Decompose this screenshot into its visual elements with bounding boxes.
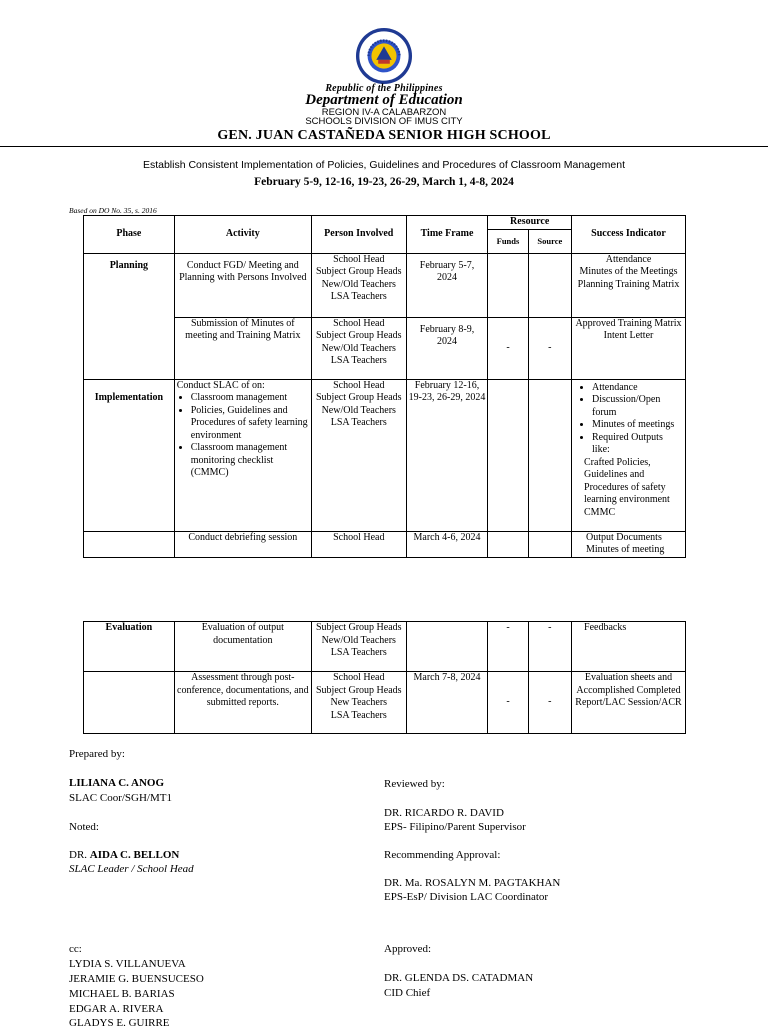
- phase-evaluation: Evaluation: [84, 622, 175, 672]
- phase-empty: [84, 531, 175, 557]
- person-cell: School Head: [311, 531, 406, 557]
- table-row: [84, 379, 686, 531]
- time-cell: [406, 622, 488, 672]
- funds-cell: [488, 253, 528, 317]
- list-item: • Required Outputs like:: [592, 432, 683, 457]
- source-cell: [528, 379, 571, 531]
- cc-item: GLADYS E. GUIRRE: [69, 1017, 170, 1029]
- approved-name: DR. GLENDA DS. CATADMAN: [384, 972, 534, 984]
- list-item: • Attendance: [592, 382, 683, 395]
- noted-prefix: DR.: [69, 849, 88, 861]
- slac-topic-list: [177, 392, 309, 480]
- prepared-label: Prepared by:: [69, 748, 125, 760]
- reviewed-label: Reviewed by:: [384, 778, 445, 790]
- approved-label: Approved:: [384, 943, 432, 955]
- cc-item: MICHAEL B. BARIAS: [69, 988, 175, 1000]
- division-line: SCHOOLS DIVISION OF IMUS CITY: [305, 116, 463, 127]
- header-funds: Funds: [488, 229, 528, 253]
- activity-cell: Submission of Minutes of meeting and Training Matrix: [174, 317, 311, 379]
- time-cell: February 12-16, 19-23, 26-29, 2024: [406, 379, 488, 531]
- table-row: [84, 253, 686, 317]
- funds-cell: [488, 379, 528, 531]
- header-resource: Resource: [488, 216, 572, 230]
- region-line: REGION IV-A CALABARZON: [321, 107, 447, 118]
- source-cell: -: [528, 672, 571, 734]
- activity-cell: Assessment through post-conference, documentations, and submitted reports.: [174, 672, 311, 734]
- funds-cell: -: [488, 622, 528, 672]
- cc-item: EDGAR A. RIVERA: [69, 1003, 164, 1015]
- indicator-cell: Approved Training Matrix Intent Letter: [572, 317, 686, 379]
- header-time: Time Frame: [406, 216, 488, 254]
- funds-cell: -: [488, 672, 528, 734]
- indicator-outputs: Crafted Policies, Guidelines and Procedures of safety learning environment CMMC: [584, 456, 670, 518]
- list-item: • Policies, Guidelines and Procedures of safety learning environment: [191, 405, 309, 443]
- header-source: Source: [528, 229, 571, 253]
- time-cell: February 5-7, 2024: [419, 259, 475, 283]
- reviewed-name: DR. RICARDO R. DAVID: [384, 807, 504, 819]
- approved-title: CID Chief: [384, 987, 431, 999]
- recommending-label: Recommending Approval:: [384, 849, 501, 861]
- document-title: Establish Consistent Implementation of Policies, Guidelines and Procedures of Classroom Management: [142, 159, 626, 171]
- deped-seal-icon: [355, 27, 413, 85]
- phase-empty: [84, 672, 175, 734]
- noted-name: [69, 848, 179, 862]
- department-name: Department of Education: [305, 92, 463, 108]
- phase-planning: Planning: [84, 253, 175, 379]
- cc-label: cc:: [69, 943, 82, 955]
- noted-label: Noted:: [69, 821, 99, 833]
- person-cell: School Head Subject Group Heads New Teachers LSA Teachers: [311, 672, 406, 734]
- cc-item: LYDIA S. VILLANUEVA: [69, 958, 186, 970]
- noted-name-text: AIDA C. BELLON: [89, 849, 180, 861]
- person-cell: School Head Subject Group Heads New/Old Teachers LSA Teachers: [311, 317, 406, 379]
- letterhead: [0, 0, 768, 148]
- list-item: • Classroom management: [191, 392, 309, 405]
- time-cell: March 4-6, 2024: [406, 531, 488, 557]
- plan-table: [83, 215, 686, 558]
- list-item: • Classroom management monitoring checklist (CMMC): [191, 442, 309, 480]
- evaluation-table: [83, 621, 686, 734]
- indicator-cell: Output Documents Minutes of meeting: [572, 531, 686, 557]
- person-cell: Subject Group Heads New/Old Teachers LSA Teachers: [311, 622, 406, 672]
- recommending-title: EPS-EsP/ Division LAC Coordinator: [384, 891, 549, 903]
- table-row: [84, 672, 686, 734]
- prepared-title: SLAC Coor/SGH/MT1: [69, 792, 172, 804]
- activity-cell: Evaluation of output documentation: [174, 622, 311, 672]
- person-cell: School Head Subject Group Heads New/Old Teachers LSA Teachers: [311, 379, 406, 531]
- school-name: GEN. JUAN CASTAÑEDA SENIOR HIGH SCHOOL: [217, 128, 551, 143]
- indicator-cell: Evaluation sheets and Accomplished Completed Report/LAC Session/ACR: [572, 672, 686, 734]
- reviewed-title: EPS- Filipino/Parent Supervisor: [384, 821, 526, 833]
- republic-line: Republic of the Philippines: [325, 83, 443, 94]
- activity-cell: [174, 379, 311, 531]
- funds-cell: [488, 531, 528, 557]
- indicator-cell: Attendance Minutes of the Meetings Planning Training Matrix: [572, 253, 686, 317]
- cc-item: JERAMIE G. BUENSUCESO: [69, 973, 204, 985]
- person-cell: School Head Subject Group Heads New/Old Teachers LSA Teachers: [311, 253, 406, 317]
- time-cell: February 8-9, 2024: [419, 323, 475, 347]
- recommending-name: DR. Ma. ROSALYN M. PAGTAKHAN: [384, 877, 561, 889]
- source-cell: -: [528, 317, 571, 379]
- indicator-list: [574, 382, 683, 457]
- list-item: • Discussion/Open forum: [592, 394, 683, 419]
- document-dates: February 5-9, 12-16, 19-23, 26-29, March 1, 4-8, 2024: [254, 176, 514, 188]
- activity-cell: Conduct debriefing session: [174, 531, 311, 557]
- table-row: [84, 622, 686, 672]
- table-row: [84, 317, 686, 379]
- source-cell: -: [528, 622, 571, 672]
- header-phase: Phase: [84, 216, 175, 254]
- header-activity: Activity: [174, 216, 311, 254]
- source-cell: [528, 253, 571, 317]
- list-item: • Minutes of meetings: [592, 419, 683, 432]
- phase-implementation: Implementation: [84, 379, 175, 531]
- basis-note: Based on DO No. 35, s. 2016: [69, 206, 157, 215]
- indicator-cell: Feedbacks: [572, 622, 686, 672]
- indicator-cell: [572, 379, 686, 531]
- slac-intro: Conduct SLAC of on:: [176, 379, 265, 391]
- table-row: [84, 531, 686, 557]
- activity-cell: Conduct FGD/ Meeting and Planning with Persons Involved: [179, 259, 307, 283]
- funds-cell: -: [488, 317, 528, 379]
- source-cell: [528, 531, 571, 557]
- noted-title: SLAC Leader / School Head: [69, 863, 194, 875]
- header-divider: [0, 146, 768, 147]
- time-cell: March 7-8, 2024: [406, 672, 488, 734]
- header-person: Person Involved: [311, 216, 406, 254]
- prepared-name: LILIANA C. ANOG: [69, 777, 165, 789]
- header-indicator: Success Indicator: [572, 216, 686, 254]
